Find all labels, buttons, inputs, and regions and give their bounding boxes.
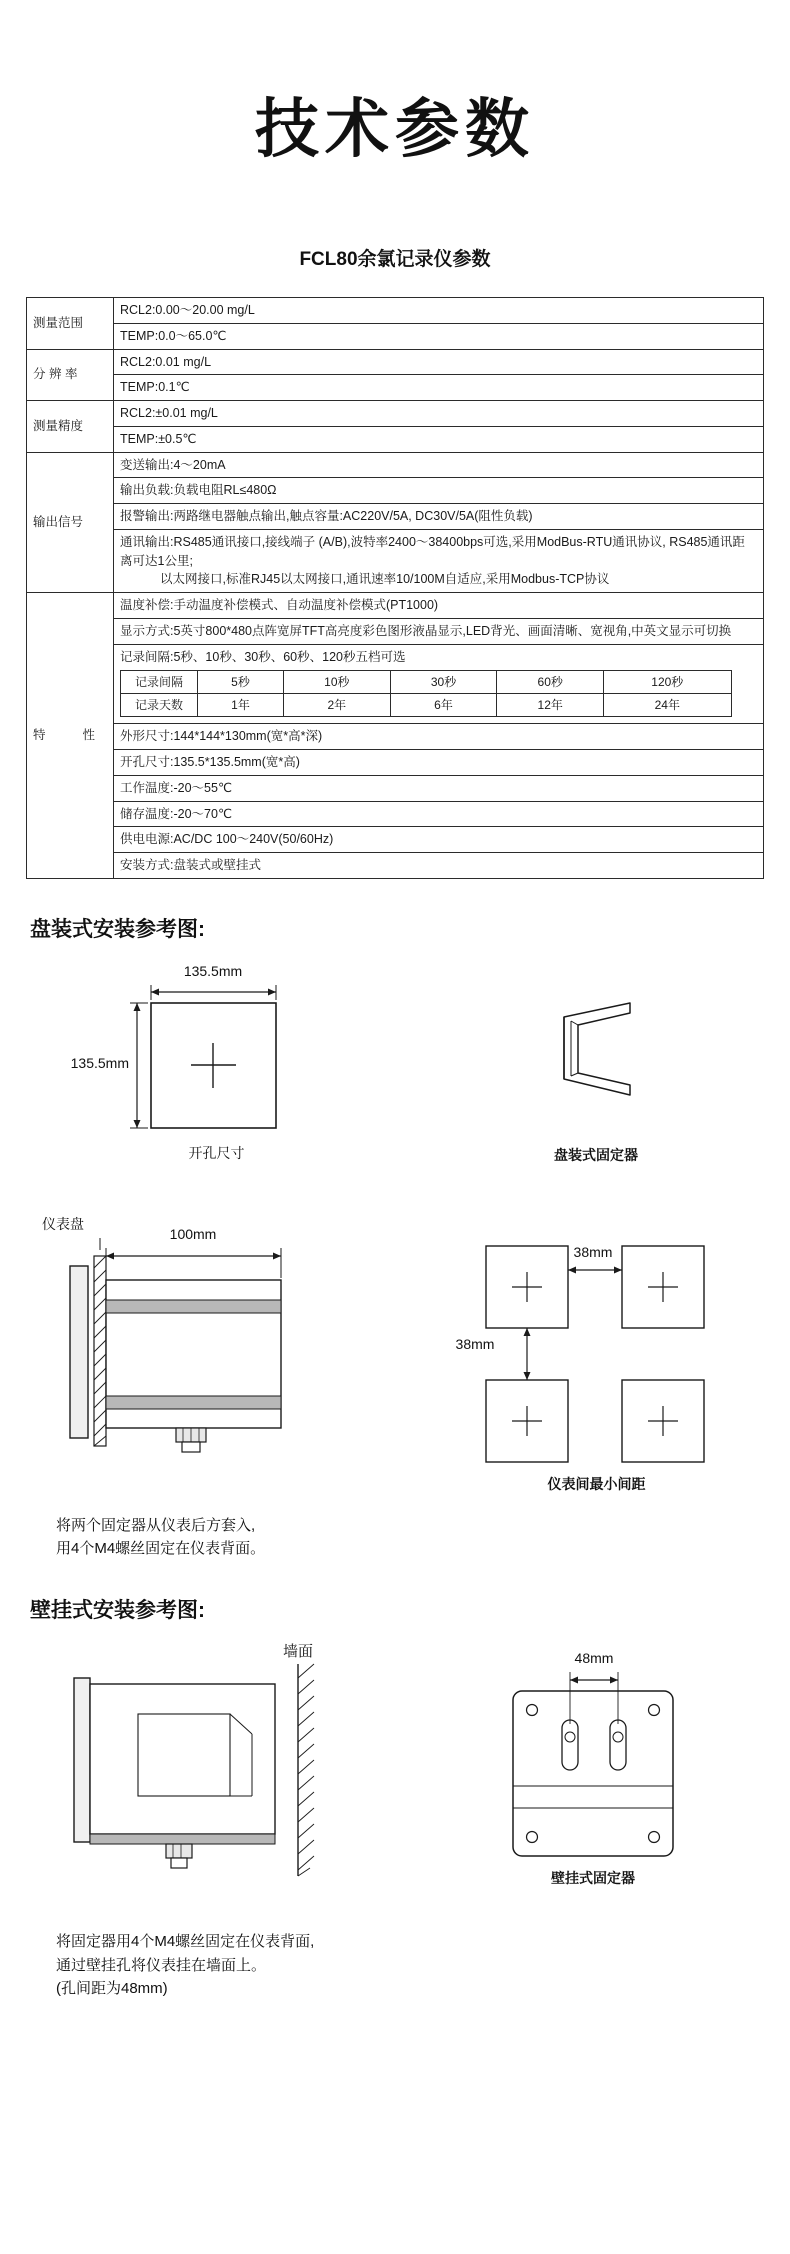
panel-install-note-line: 将两个固定器从仪表后方套入, xyxy=(56,1516,256,1534)
meter-and-spacing-row xyxy=(26,1208,764,1508)
product-subtitle: FCL80余氯记录仪参数 xyxy=(299,249,491,270)
row-label: 特 性 xyxy=(27,593,114,879)
spec-table xyxy=(26,297,764,879)
wall-diagram-row xyxy=(26,1636,764,1926)
wall-install-note-line: 将固定器用4个M4螺丝固定在仪表背面, xyxy=(56,1933,315,1951)
panel-label: 仪表盘 xyxy=(42,1215,84,1232)
row-value: 储存温度:-20～70℃ xyxy=(114,801,764,827)
record-table xyxy=(120,670,732,717)
table-row xyxy=(27,401,764,427)
table-row xyxy=(27,504,764,530)
record-table-row xyxy=(121,694,732,717)
table-row xyxy=(27,750,764,776)
table-row xyxy=(27,426,764,452)
row-value: 安装方式:盘装式或壁挂式 xyxy=(114,853,764,879)
meter-panel-spacing-svg xyxy=(26,1208,764,1508)
panel-mount-diagrams xyxy=(26,955,764,1561)
row-value: 开孔尺寸:135.5*135.5mm(宽*高) xyxy=(114,750,764,776)
table-row xyxy=(27,298,764,324)
record-row-header: 记录天数 xyxy=(121,694,198,717)
table-row xyxy=(27,375,764,401)
table-row xyxy=(27,724,764,750)
row-value-with-table xyxy=(114,644,764,724)
row-value: 报警输出:两路继电器触点输出,触点容量:AC220V/5A, DC30V/5A(阻性负载) xyxy=(114,504,764,530)
table-row xyxy=(27,853,764,879)
table-row xyxy=(27,618,764,644)
record-days-cell: 6年 xyxy=(390,694,497,717)
table-row xyxy=(27,775,764,801)
row-value: 输出负载:负载电阻RL≤480Ω xyxy=(114,478,764,504)
row-value: 工作温度:-20～55℃ xyxy=(114,775,764,801)
spacing-horizontal-label: 38mm xyxy=(573,1243,613,1260)
panel-install-note-line: 用4个M4螺丝固定在仪表背面。 xyxy=(56,1540,266,1557)
row-label: 测量范围 xyxy=(27,298,114,350)
cutout-width-label: 135.5mm xyxy=(183,962,243,979)
wall-label: 墙面 xyxy=(282,1643,313,1661)
row-value: RCL2:0.00～20.00 mg/L xyxy=(114,298,764,324)
record-interval-cell: 30秒 xyxy=(390,671,497,694)
wall-install-note-line: 通过壁挂孔将仪表挂在墙面上。 xyxy=(56,1956,267,1974)
row-value: RCL2:±0.01 mg/L xyxy=(114,401,764,427)
record-interval-cell: 60秒 xyxy=(497,671,604,694)
record-days-cell: 1年 xyxy=(198,694,284,717)
tech-spec-page xyxy=(0,78,790,2040)
row-value: 供电电源:AC/DC 100～240V(50/60Hz) xyxy=(114,827,764,853)
row-value: 变送输出:4～20mA xyxy=(114,452,764,478)
wall-install-note-line: (孔间距为48mm) xyxy=(56,1979,168,1997)
table-row xyxy=(27,478,764,504)
table-row xyxy=(27,323,764,349)
spacing-caption: 仪表间最小间距 xyxy=(547,1475,646,1492)
page-title: 技术参数 xyxy=(255,93,535,165)
record-interval-cell: 5秒 xyxy=(198,671,284,694)
panel-install-note xyxy=(56,1514,764,1561)
row-value: 外形尺寸:144*144*130mm(宽*高*深) xyxy=(114,724,764,750)
record-interval-text: 记录间隔:5秒、10秒、30秒、60秒、120秒五档可选 xyxy=(120,649,406,664)
table-row xyxy=(27,827,764,853)
row-value: TEMP:±0.5℃ xyxy=(114,426,764,452)
row-label: 测量精度 xyxy=(27,401,114,453)
row-value-line: 通讯输出:RS485通讯接口,接线端子 (A/B),波特率2400～38400bps可选,采用ModBus-RTU通讯协议, RS485通讯距离可达1公里; xyxy=(120,534,745,568)
row-value: TEMP:0.0～65.0℃ xyxy=(114,323,764,349)
table-row xyxy=(27,452,764,478)
row-label: 输出信号 xyxy=(27,452,114,593)
record-interval-cell: 120秒 xyxy=(604,671,731,694)
record-days-cell: 12年 xyxy=(497,694,604,717)
table-row xyxy=(27,801,764,827)
record-row-header: 记录间隔 xyxy=(121,671,198,694)
record-table-row xyxy=(121,671,732,694)
panel-bracket-caption: 盘装式固定器 xyxy=(554,1146,638,1163)
wall-install-note xyxy=(56,1930,764,2000)
spec-table-wrapper xyxy=(0,297,790,879)
wall-mount-heading: 壁挂式安装参考图: xyxy=(30,1599,205,1623)
row-value: TEMP:0.1℃ xyxy=(114,375,764,401)
table-row xyxy=(27,644,764,724)
spacing-vertical-label: 38mm xyxy=(455,1335,495,1352)
record-interval-cell: 10秒 xyxy=(283,671,390,694)
cutout-height-label: 135.5mm xyxy=(70,1054,129,1071)
row-value-line: 以太网接口,标准RJ45以太网接口,通讯速率10/100M自适应,采用Modbus-TCP协议 xyxy=(160,572,610,587)
row-value: 温度补偿:手动温度补偿模式、自动温度补偿模式(PT1000) xyxy=(114,593,764,619)
record-days-cell: 2年 xyxy=(283,694,390,717)
bracket-hole-label: 48mm xyxy=(574,1650,614,1667)
cutout-and-bracket-row xyxy=(26,955,764,1190)
cutout-caption: 开孔尺寸 xyxy=(188,1144,245,1161)
record-days-cell: 24年 xyxy=(604,694,731,717)
table-row xyxy=(27,529,764,592)
row-value: 显示方式:5英寸800*480点阵宽屏TFT高亮度彩色图形液晶显示,LED背光、画面清晰、宽视角,中英文显示可切换 xyxy=(114,618,764,644)
table-row xyxy=(27,349,764,375)
wall-bracket-caption: 壁挂式固定器 xyxy=(551,1870,635,1887)
row-value xyxy=(114,529,764,592)
panel-mount-heading: 盘装式安装参考图: xyxy=(30,917,205,941)
wall-mount-diagrams xyxy=(26,1636,764,2000)
table-row xyxy=(27,593,764,619)
depth-label: 100mm xyxy=(169,1225,217,1242)
row-label: 分 辨 率 xyxy=(27,349,114,401)
row-value: RCL2:0.01 mg/L xyxy=(114,349,764,375)
